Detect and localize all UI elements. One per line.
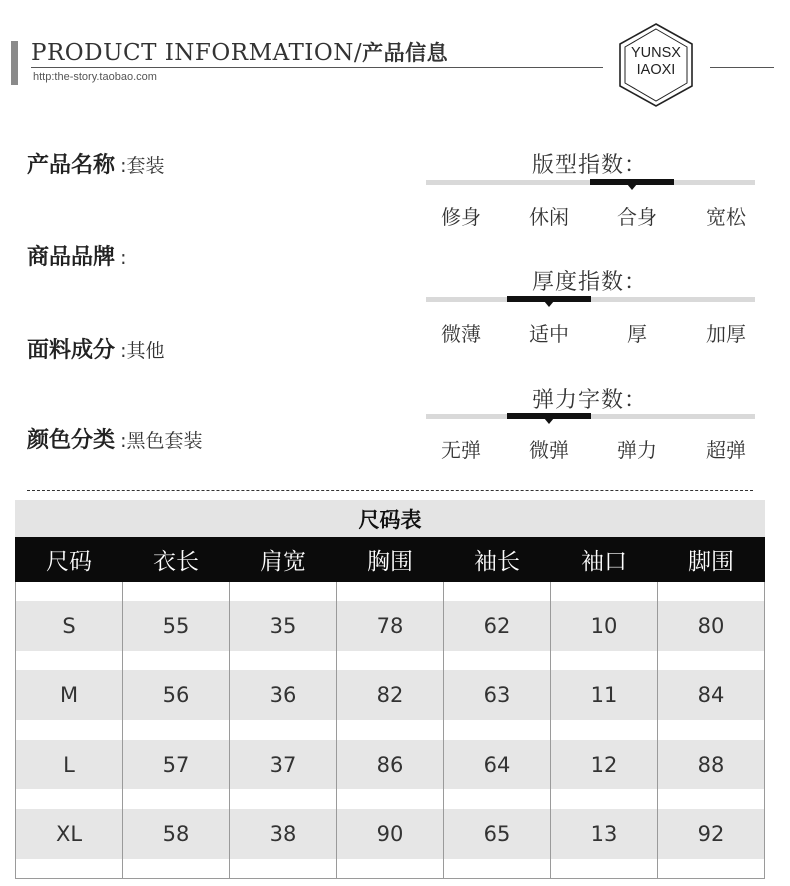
fit-option: 宽松 <box>706 205 746 229</box>
table-cell: 88 <box>658 740 765 790</box>
elasticity-index-pointer-icon <box>544 418 554 424</box>
header-rule <box>31 67 603 68</box>
table-row <box>16 670 765 720</box>
table-cell: 38 <box>230 809 337 859</box>
table-cell: 56 <box>123 670 230 720</box>
header-accent-bar <box>11 41 18 85</box>
table-cell: 65 <box>444 809 551 859</box>
table-cell: 37 <box>230 740 337 790</box>
elasticity-option: 弹力 <box>617 438 657 462</box>
info-value: 套装 <box>126 155 165 177</box>
info-value: 黑色套装 <box>126 430 203 452</box>
table-cell: 13 <box>551 809 658 859</box>
fit-option: 修身 <box>441 205 481 229</box>
brand-logo-line2: IAOXI <box>636 62 676 78</box>
info-sep: : <box>120 340 127 362</box>
elasticity-option: 无弹 <box>441 438 481 462</box>
page-title <box>31 37 448 67</box>
table-cell: 62 <box>444 601 551 651</box>
thickness-option: 加厚 <box>706 322 746 346</box>
header-rule-right <box>710 67 774 68</box>
table-cell: 58 <box>123 809 230 859</box>
size-table-header: 衣长 <box>123 538 230 582</box>
shop-url[interactable]: http:the-story.taobao.com <box>33 71 157 83</box>
size-table-header: 肩宽 <box>230 538 337 582</box>
info-label: 颜色分类 <box>27 428 116 453</box>
table-cell: 10 <box>551 601 658 651</box>
info-label: 商品品牌 <box>27 245 116 270</box>
info-sep: : <box>120 155 127 177</box>
thickness-index-track <box>426 297 755 302</box>
info-label: 产品名称 <box>27 153 116 178</box>
table-cell: 55 <box>123 601 230 651</box>
thickness-option: 厚 <box>627 322 647 346</box>
elasticity-option: 超弹 <box>706 438 746 462</box>
page-title-cn: 产品信息 <box>362 41 449 65</box>
table-cell: 12 <box>551 740 658 790</box>
size-table <box>15 537 765 879</box>
table-row <box>16 601 765 651</box>
table-row <box>16 809 765 859</box>
page-title-en: PRODUCT INFORMATION/ <box>31 40 363 66</box>
thickness-option: 适中 <box>529 322 569 346</box>
info-sep: : <box>120 430 127 452</box>
brand-logo-line1: YUNSX <box>631 45 681 61</box>
table-cell: XL <box>16 809 123 859</box>
table-cell: 11 <box>551 670 658 720</box>
info-row-fabric <box>27 333 165 364</box>
info-row-name <box>27 148 165 179</box>
table-cell: 35 <box>230 601 337 651</box>
fit-index-track <box>426 180 755 185</box>
fit-index-pointer-icon <box>627 184 637 190</box>
info-sep: : <box>120 247 127 269</box>
table-cell: 90 <box>337 809 444 859</box>
elasticity-index-track <box>426 414 755 419</box>
info-row-brand <box>27 240 127 271</box>
thickness-option: 微薄 <box>441 322 481 346</box>
section-divider <box>27 490 753 491</box>
info-label: 面料成分 <box>27 338 116 363</box>
table-cell: 82 <box>337 670 444 720</box>
table-cell: S <box>16 601 123 651</box>
table-cell: M <box>16 670 123 720</box>
table-cell: 86 <box>337 740 444 790</box>
table-cell: 63 <box>444 670 551 720</box>
table-cell: 64 <box>444 740 551 790</box>
table-cell: 84 <box>658 670 765 720</box>
table-row <box>16 740 765 790</box>
size-table-header: 脚围 <box>658 538 765 582</box>
size-table-header: 胸围 <box>337 538 444 582</box>
table-cell: L <box>16 740 123 790</box>
elasticity-index-title: 弹力字数： <box>532 388 648 413</box>
fit-option: 合身 <box>617 205 657 229</box>
table-cell: 80 <box>658 601 765 651</box>
fit-index-title: 版型指数： <box>532 153 648 178</box>
fit-option: 休闲 <box>529 205 569 229</box>
size-table-header-row <box>16 538 765 582</box>
size-table-header: 尺码 <box>16 538 123 582</box>
size-table-title: 尺码表 <box>358 508 422 532</box>
table-cell: 78 <box>337 601 444 651</box>
elasticity-option: 微弹 <box>529 438 569 462</box>
info-row-color <box>27 423 203 454</box>
size-table-header: 袖长 <box>444 538 551 582</box>
table-cell: 36 <box>230 670 337 720</box>
table-cell: 92 <box>658 809 765 859</box>
info-value: 其他 <box>126 340 165 362</box>
brand-logo-text <box>616 45 696 79</box>
thickness-index-title: 厚度指数： <box>532 270 648 295</box>
table-cell: 57 <box>123 740 230 790</box>
size-table-header: 袖口 <box>551 538 658 582</box>
thickness-index-pointer-icon <box>544 301 554 307</box>
